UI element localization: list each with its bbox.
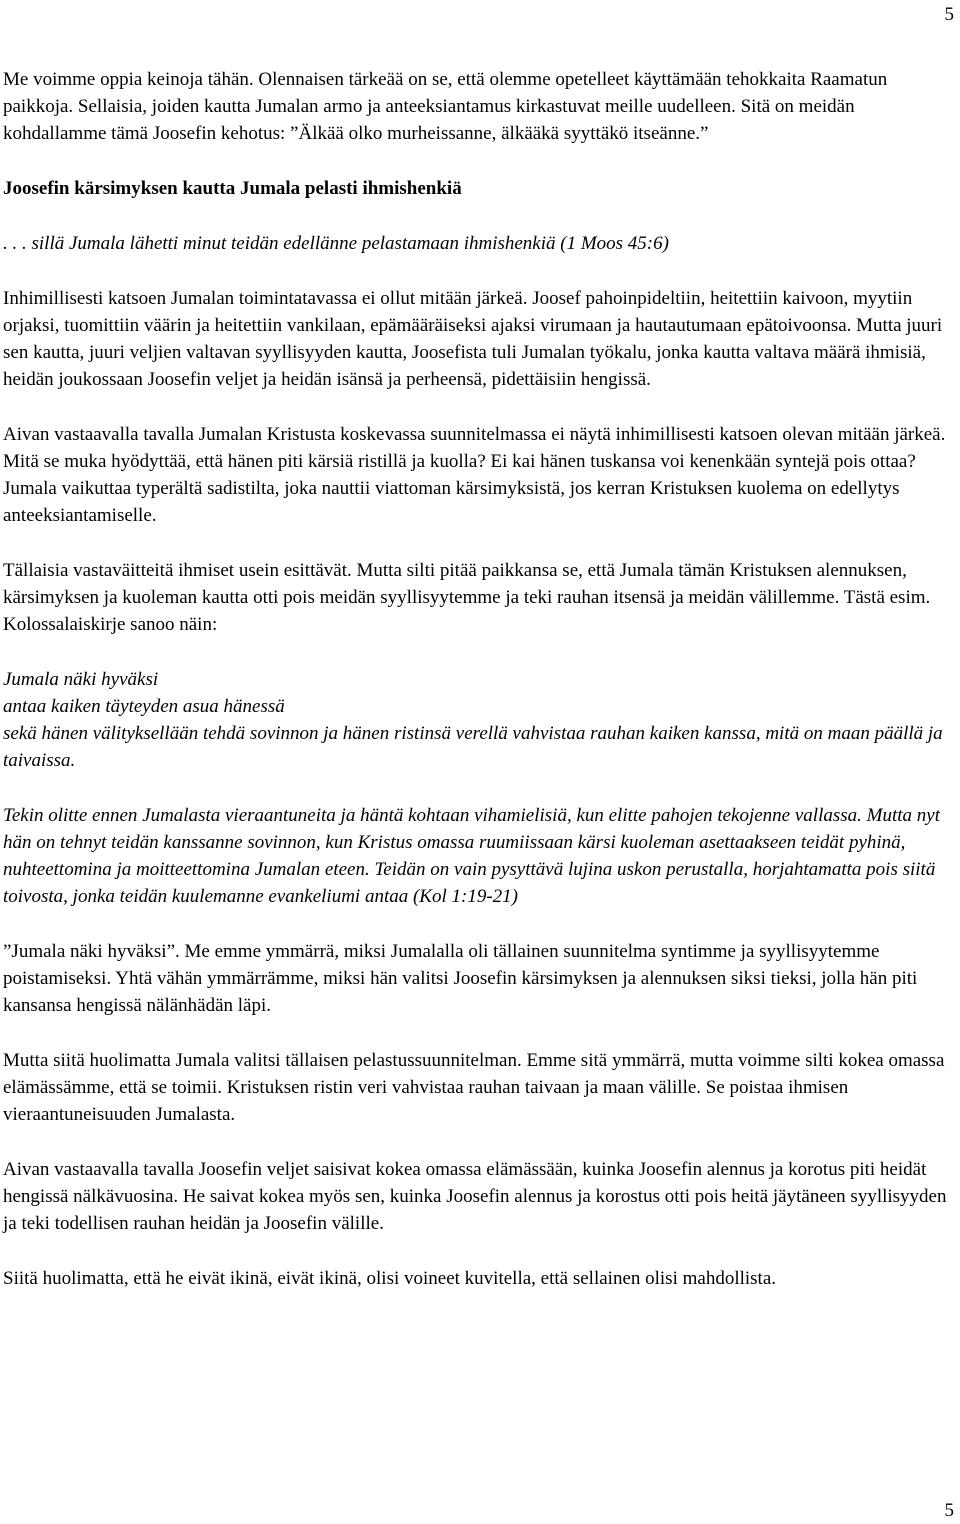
poem-line: sekä hänen välityksellään tehdä sovinnon ja hänen ristinsä verellä vahvistaa rauhan kaiken kanssa, mitä on maan päällä ja taivaissa. [3, 723, 943, 771]
section-heading: Joosefin kärsimyksen kautta Jumala pelasti ihmishenkiä [3, 178, 462, 199]
scripture-quote-colossians: Tekin olitte ennen Jumalasta vieraantuneita ja häntä kohtaan vihamielisiä, kun elitte pahojen tekojenne vallassa. Mutta nyt hän on tehnyt teidän kanssanne sovinnon, kun Kristus omassa ruumiissaan kärsi kuoleman asettaakseen teidät pyhinä, nuhteettomina ja moitteettomina Jumalan eteen. Teidän on vain pysyttävä lujina uskon perustalla, horjahtamatta pois siitä toivosta, jonka teidän kuulemanne evankeliumi antaa (Kol 1:19-21) [3, 805, 940, 907]
paragraph-objections: Tällaisia vastaväitteitä ihmiset usein esittävät. Mutta silti pitää paikkansa se, että Jumala tämän Kristuksen alennuksen, kärsimyksen ja kuoleman kautta otti pois meidän syyllisyytemme ja teki rauhan itsensä ja meidän välillemme. Tästä esim. Kolossalaiskirje sanoo näin: [3, 560, 931, 635]
paragraph-intro: Me voimme oppia keinoja tähän. Olennaisen tärkeää on se, että olemme opetelleet käyttämään tehokkaita Raamatun paikkoja. Sellaisia, joiden kautta Jumalan armo ja anteeksiantamus kirkastuvat meille uudelleen. Sitä on meidän kohdallamme tämä Joosefin kehotus: ”Älkää olko murheissanne, älkääkä syyttäkö itseänne.” [3, 69, 888, 144]
poem-line: antaa kaiken täyteyden asua hänessä [3, 696, 285, 717]
document-body [3, 66, 953, 1292]
paragraph-closing: Siitä huolimatta, että he eivät ikinä, eivät ikinä, olisi voineet kuvitella, että sellainen olisi mahdollista. [3, 1268, 777, 1289]
scripture-quote-genesis: . . . sillä Jumala lähetti minut teidän edellänne pelastamaan ihmishenkiä (1 Moos 45:6) [3, 233, 669, 254]
page-number-bottom: 5 [944, 1500, 954, 1521]
paragraph-christ-plan: Aivan vastaavalla tavalla Jumalan Kristusta koskevassa suunnitelmassa ei näytä inhimillisesti katsoen olevan mitään järkeä. Mitä se muka hyödyttää, että hänen piti kärsiä ristillä ja kuolla? Ei kai hänen tuskansa voi kenenkään syntejä pois ottaa? Jumala vaikuttaa typerältä sadistilta, joka nauttii viattoman kärsimyksistä, jos kerran Kristuksen kuolema on edellytys anteeksiantamiselle. [3, 424, 946, 526]
paragraph-brothers: Aivan vastaavalla tavalla Joosefin veljet saisivat kokea omassa elämässään, kuinka Joosefin alennus ja korotus piti heidät hengissä nälkävuosina. He saivat kokea myös sen, kuinka Joosefin alennus ja korostus otti pois heitä jäytäneen syyllisyyden ja teki todellisen rauhan heidän ja Joosefin välille. [3, 1159, 947, 1234]
poem-line: Jumala näki hyväksi [3, 669, 159, 690]
page-number-top: 5 [944, 4, 954, 25]
paragraph-salvation-plan: Mutta siitä huolimatta Jumala valitsi tällaisen pelastussuunnitelman. Emme sitä ymmärrä, mutta voimme silti kokea omassa elämässämme, että se toimii. Kristuksen ristin veri vahvistaa rauhan taivaan ja maan välille. Se poistaa ihmisen vieraantuneisuuden Jumalasta. [3, 1050, 945, 1125]
paragraph-god-saw-fit: ”Jumala näki hyväksi”. Me emme ymmärrä, miksi Jumalalla oli tällainen suunnitelma syntimme ja syyllisyytemme poistamiseksi. Yhtä vähän ymmärrämme, miksi hän valitsi Joosefin kärsimyksen ja alennuksen siksi tieksi, jolla hän piti kansansa hengissä nälänhädän läpi. [3, 941, 918, 1016]
paragraph-joseph-suffering: Inhimillisesti katsoen Jumalan toimintatavassa ei ollut mitään järkeä. Joosef pahoinpideltiin, heitettiin kaivoon, myytiin orjaksi, tuomittiin väärin ja heitettiin vankilaan, epämääräiseksi ajaksi virumaan ja hautautumaan epätoivoonsa. Mutta juuri sen kautta, juuri veljien valtavan syyllisyyden kautta, Joosefista tuli Jumalan työkalu, jonka kautta valtava määrä ihmisiä, heidän joukossaan Joosefin veljet ja heidän isänsä ja perheensä, pidettäisiin hengissä. [3, 288, 943, 390]
scripture-poem [3, 666, 953, 774]
